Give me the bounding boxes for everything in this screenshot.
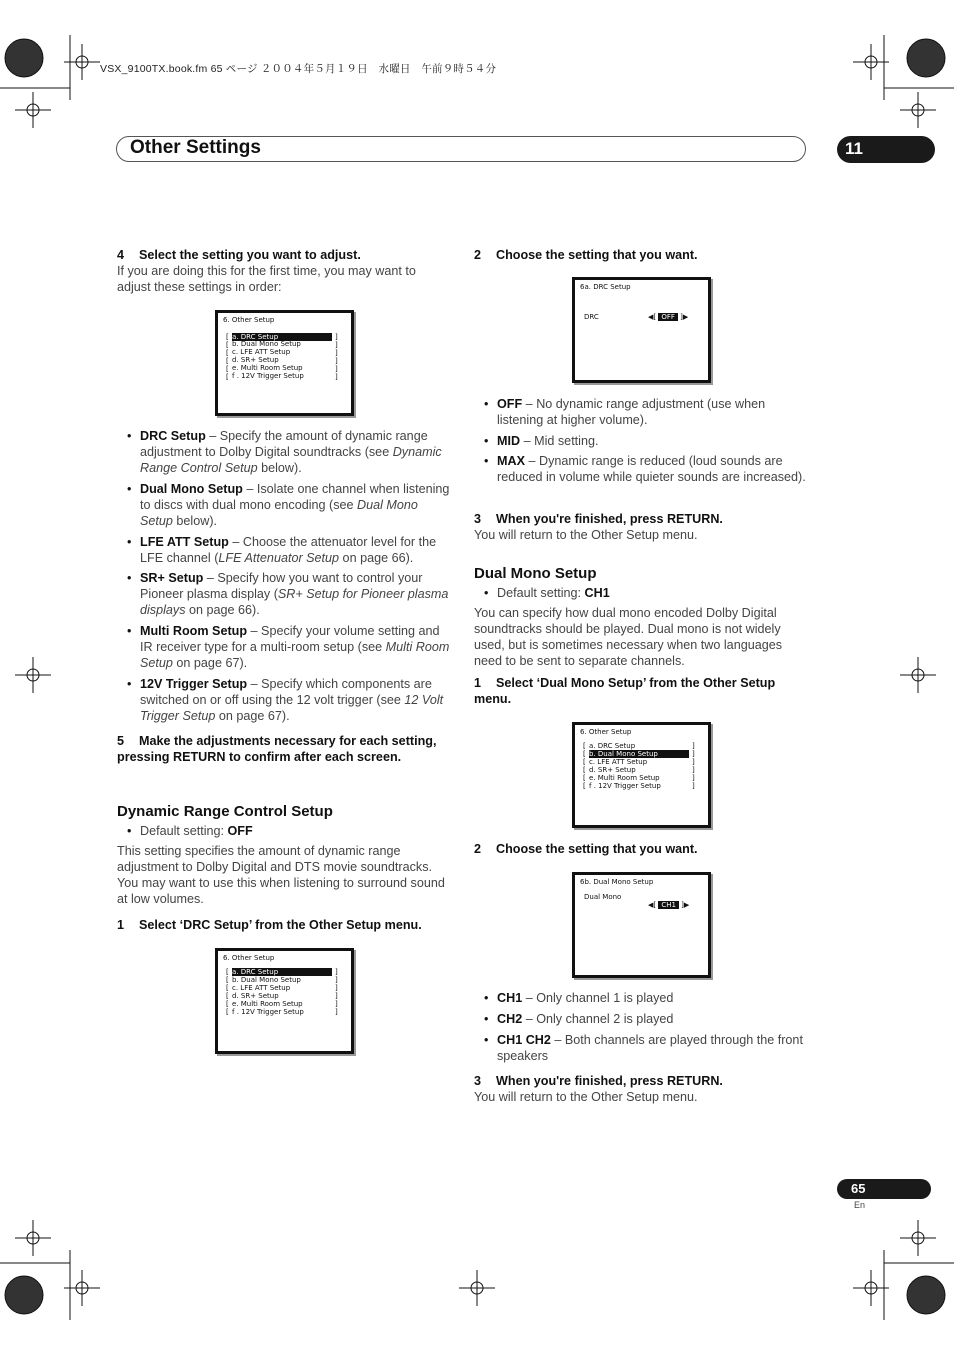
file-info: VSX_9100TX.book.fm 65 ページ ２００４年５月１９日 水曜日 午前９時５４分 [100, 63, 497, 75]
step-2-drc: 2 Choose the setting that you want. [474, 248, 698, 262]
step-1-dual-mono: 1 Select ‘Dual Mono Setup’ from the Other Setup menu. [474, 676, 776, 706]
osd-title: 6. Other Setup [580, 728, 632, 736]
bullet-dual-mono-setup: • Dual Mono Setup – Isolate one channel when listening to discs with dual mono encoding (see Dual Mono Setup below). [127, 482, 450, 528]
step-3-drc: 3 When you're finished, press RETURN. [474, 512, 723, 526]
osd-screen-dual-mono-setup [572, 872, 711, 978]
step-5: 5 Make the adjustments necessary for each setting, pressing RETURN to confirm after each screen. [117, 734, 437, 764]
osd-item: a. DRC Setup [589, 742, 636, 750]
section-heading-dual-mono: Dual Mono Setup [474, 565, 597, 582]
osd-value: ◀[ CH1 ]▶ [648, 901, 690, 909]
option-mid: • MID – Mid setting. [484, 434, 599, 448]
step-2-dual-mono: 2 Choose the setting that you want. [474, 842, 698, 856]
osd-screen-other-setup-3: 6. Other Setup [ [ [ [ [ [ ] ] ] ] ] ] a. DRC Setup b. Dual Mono Setup c. LFE ATT Setup d. SR+ Setup e. Multi Room Setup f . 12V Trigger Setup [572, 722, 711, 828]
option-ch1: • CH1 – Only channel 1 is played [484, 991, 674, 1005]
step-4: 4 Select the setting you want to adjust. [117, 248, 361, 262]
bullet-12v-trigger-setup: • 12V Trigger Setup – Specify which components are switched on or off using the 12 volt trigger (see 12 Volt Trigger Setup on page 67). [127, 677, 444, 723]
osd-item: b. Dual Mono Setup [589, 750, 689, 758]
option-off: • OFF – No dynamic range adjustment (use when listening at higher volume). [484, 397, 766, 427]
chapter-number: 11 [845, 139, 863, 158]
drc-body: This setting specifies the amount of dynamic range adjustment to Dolby Digital and DTS movie soundtracks. You may want to use this when listening to surround sound at low volumes. [117, 844, 445, 906]
language-code: En [854, 1200, 866, 1210]
bullet-lfe-att-setup: • LFE ATT Setup – Choose the attenuator level for the LFE channel (LFE Attenuator Setup on page 66). [127, 535, 437, 565]
osd-item: e. Multi Room Setup [589, 774, 660, 782]
osd-item: b. Dual Mono Setup [232, 976, 301, 984]
osd-screen-other-setup-2: 6. Other Setup [ [ [ [ [ [ ] ] ] ] ] ] a. DRC Setup b. Dual Mono Setup c. LFE ATT Setup d. SR+ Setup e. Multi Room Setup f . 12V Trigger Setup [215, 948, 354, 1054]
osd-item: e. Multi Room Setup [232, 1000, 303, 1008]
osd-item: c. LFE ATT Setup [589, 758, 648, 766]
osd-screen-drc-setup [572, 277, 711, 383]
option-max: • MAX – Dynamic range is reduced (loud sounds are reduced in volume while quieter sounds are increased). [484, 454, 806, 484]
chapter-badge [837, 136, 935, 163]
bullet-sr-setup: • SR+ Setup – Specify how you want to control your Pioneer plasma display (SR+ Setup for Pioneer plasma displays on page 66). [127, 571, 449, 617]
osd-item: f . 12V Trigger Setup [232, 372, 304, 380]
page-title: Other Settings [130, 137, 261, 158]
drc-default: • Default setting: OFF [127, 824, 253, 838]
osd-value: ◀[ OFF ]▶ [648, 313, 689, 321]
osd-item: b. Dual Mono Setup [232, 340, 301, 348]
osd-label: Dual Mono [584, 893, 622, 901]
osd-item: f . 12V Trigger Setup [232, 1008, 304, 1016]
osd-title: 6a. DRC Setup [580, 283, 631, 291]
osd-item: d. SR+ Setup [232, 356, 279, 364]
osd-title: 6. Other Setup [223, 316, 275, 324]
option-ch2: • CH2 – Only channel 2 is played [484, 1012, 674, 1026]
osd-item: d. SR+ Setup [589, 766, 636, 774]
step-3-dual-mono: 3 When you're finished, press RETURN. [474, 1074, 723, 1088]
osd-title: 6. Other Setup [223, 954, 275, 962]
step-4-body: If you are doing this for the first time, you may want to adjust these settings in order: [117, 264, 416, 294]
osd-item: a. DRC Setup [232, 968, 332, 976]
dual-mono-default: • Default setting: CH1 [484, 586, 610, 600]
osd-item: d. SR+ Setup [232, 992, 279, 1000]
osd-label: DRC [584, 313, 599, 321]
section-heading-drc: Dynamic Range Control Setup [117, 803, 333, 820]
osd-item: c. LFE ATT Setup [232, 984, 291, 992]
bullet-drc-setup: • DRC Setup – Specify the amount of dynamic range adjustment to Dolby Digital soundtracks (see Dynamic Range Control Setup below). [127, 429, 442, 475]
bullet-multi-room-setup: • Multi Room Setup – Specify your volume setting and IR receiver type for a multi-room setup (see Multi Room Setup on page 67). [127, 624, 450, 670]
osd-screen-other-setup-1: 6. Other Setup [ [ [ [ [ [ ] ] ] ] ] ] a. DRC Setup b. Dual Mono Setup c. LFE ATT Setup d. SR+ Setup e. Multi Room Setup f . 12V Trigger Setup [215, 310, 354, 416]
osd-item: c. LFE ATT Setup [232, 348, 291, 356]
page-number-badge [837, 1179, 931, 1199]
dual-mono-body: You can specify how dual mono encoded Dolby Digital soundtracks should be played. Dual mono is not widely used, but is sometimes necessary when two languages need to be sent to separate channels. [474, 606, 783, 668]
step-1-drc: 1 Select ‘DRC Setup’ from the Other Setup menu. [117, 918, 422, 932]
page-number: 65 [851, 1181, 866, 1196]
osd-item: f . 12V Trigger Setup [589, 782, 661, 790]
osd-item: e. Multi Room Setup [232, 364, 303, 372]
osd-item: a. DRC Setup [232, 333, 332, 341]
option-ch1-ch2: • CH1 CH2 – Both channels are played through the front speakers [484, 1033, 803, 1063]
osd-title: 6b. Dual Mono Setup [580, 878, 654, 886]
step-3-dual-mono-body: You will return to the Other Setup menu. [474, 1090, 698, 1104]
step-3-drc-body: You will return to the Other Setup menu. [474, 528, 698, 542]
